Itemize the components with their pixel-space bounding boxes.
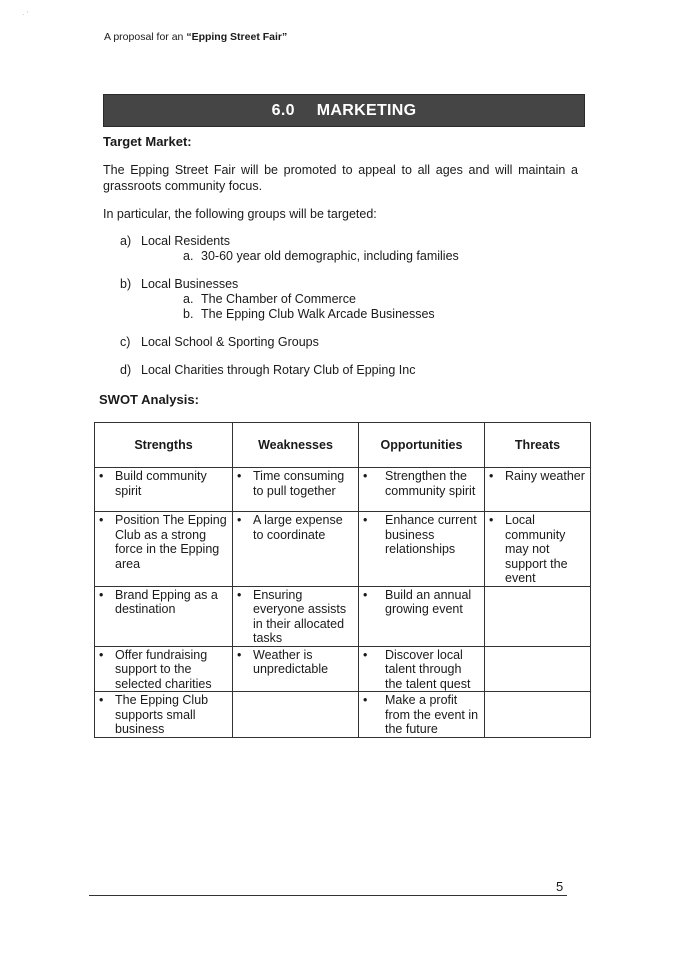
cell-text: Enhance current business relationships (385, 513, 477, 556)
cell-text: Position The Epping Club as a strong force in the Epping area (115, 513, 227, 571)
target-subgroup-item (183, 292, 459, 307)
target-subgroup-list (141, 292, 459, 322)
target-group-label: Local Businesses (141, 277, 239, 291)
target-subgroup-item (183, 249, 459, 264)
target-subgroup-list (141, 249, 459, 264)
table-cell-empty (233, 692, 359, 738)
table-cell-empty (485, 692, 591, 738)
header-prefix: A proposal for an (104, 31, 187, 43)
header-title: “Epping Street Fair” (186, 31, 288, 43)
table-cell (359, 646, 485, 692)
list-marker: a) (120, 234, 132, 248)
target-subgroup-label: The Epping Club Walk Arcade Businesses (201, 307, 435, 321)
table-cell (95, 692, 233, 738)
target-subgroup-item (183, 307, 459, 322)
target-group-label: Local School & Sporting Groups (141, 335, 319, 349)
list-marker: d) (120, 363, 132, 377)
bullet-icon: • (363, 469, 368, 483)
cell-text: Ensuring everyone assists in their allocated tasks (253, 587, 347, 645)
swot-heading: SWOT Analysis: (99, 392, 199, 407)
bullet-icon: • (489, 513, 494, 527)
target-group-item (120, 234, 459, 264)
cell-text: The Epping Club supports small business (115, 693, 209, 736)
table-cell (233, 468, 359, 512)
bullet-icon: • (237, 513, 242, 527)
scan-speck: · ’ (22, 10, 29, 19)
table-cell (95, 512, 233, 587)
cell-text: Strengthen the community spirit (385, 469, 476, 498)
bullet-icon: • (363, 693, 368, 707)
target-subgroup-label: The Chamber of Commerce (201, 292, 356, 306)
section-banner (103, 94, 585, 127)
table-cell (95, 586, 233, 646)
swot-table (94, 422, 591, 738)
column-header-opportunities: Opportunities (359, 423, 485, 468)
list-marker: b) (120, 277, 132, 291)
bullet-icon: • (99, 469, 104, 483)
table-row (95, 646, 591, 692)
table-cell (359, 468, 485, 512)
target-group-item (120, 277, 459, 322)
target-group-item (120, 363, 459, 378)
cell-text: Build an annual growing event (385, 587, 472, 616)
table-row (95, 586, 591, 646)
table-cell (359, 512, 485, 587)
bullet-icon: • (99, 693, 104, 707)
cell-text: Build community spirit (115, 469, 207, 498)
table-cell (359, 586, 485, 646)
table-cell (95, 468, 233, 512)
column-header-threats: Threats (485, 423, 591, 468)
table-cell (233, 512, 359, 587)
bullet-icon: • (363, 587, 368, 602)
target-market-heading: Target Market: (103, 134, 192, 149)
target-market-lead: In particular, the following groups will be targeted: (103, 207, 377, 221)
bullet-icon: • (489, 469, 494, 483)
target-group-label: Local Residents (141, 234, 230, 248)
table-cell (485, 468, 591, 512)
table-cell-empty (485, 646, 591, 692)
page-number: 5 (556, 879, 564, 894)
bullet-icon: • (237, 469, 242, 483)
table-cell (233, 586, 359, 646)
swot-header-row (95, 423, 591, 468)
table-cell-empty (485, 586, 591, 646)
cell-text: Rainy weather (505, 469, 585, 483)
target-groups-list (120, 234, 459, 391)
list-marker: c) (120, 335, 131, 349)
cell-text: Time consuming to pull together (253, 469, 345, 498)
target-market-intro: The Epping Street Fair will be promoted to appeal to all ages and will maintain a grassroots community focus. (103, 163, 578, 193)
bullet-icon: • (99, 647, 104, 662)
bullet-icon: • (99, 513, 104, 527)
table-cell (95, 646, 233, 692)
cell-text: Discover local talent through the talent quest (385, 647, 471, 691)
column-header-weaknesses: Weaknesses (233, 423, 359, 468)
bullet-icon: • (237, 647, 242, 662)
table-cell (233, 646, 359, 692)
cell-text: A large expense to coordinate (253, 513, 343, 542)
cell-text: Offer fundraising support to the selected charities (115, 647, 212, 691)
table-cell (359, 692, 485, 738)
section-number: 6.0 (271, 101, 295, 119)
table-row (95, 468, 591, 512)
bullet-icon: • (237, 587, 242, 602)
cell-text: Brand Epping as a destination (115, 587, 218, 616)
cell-text: Make a profit from the event in the future (385, 693, 479, 736)
target-group-label: Local Charities through Rotary Club of Epping Inc (141, 363, 416, 377)
bullet-icon: • (363, 513, 368, 527)
list-marker: a. (183, 249, 194, 263)
section-title: MARKETING (316, 101, 417, 119)
table-row (95, 512, 591, 587)
bullet-icon: • (99, 587, 104, 602)
cell-text: Weather is unpredictable (253, 647, 329, 676)
list-marker: a. (183, 292, 194, 306)
target-subgroup-label: 30-60 year old demographic, including families (201, 249, 459, 263)
footer-rule (89, 895, 567, 896)
cell-text: Local community may not support the event (505, 513, 568, 585)
list-marker: b. (183, 307, 194, 321)
column-header-strengths: Strengths (95, 423, 233, 468)
table-row (95, 692, 591, 738)
running-header (104, 31, 287, 43)
bullet-icon: • (363, 647, 368, 662)
target-group-item (120, 335, 459, 350)
table-cell (485, 512, 591, 587)
